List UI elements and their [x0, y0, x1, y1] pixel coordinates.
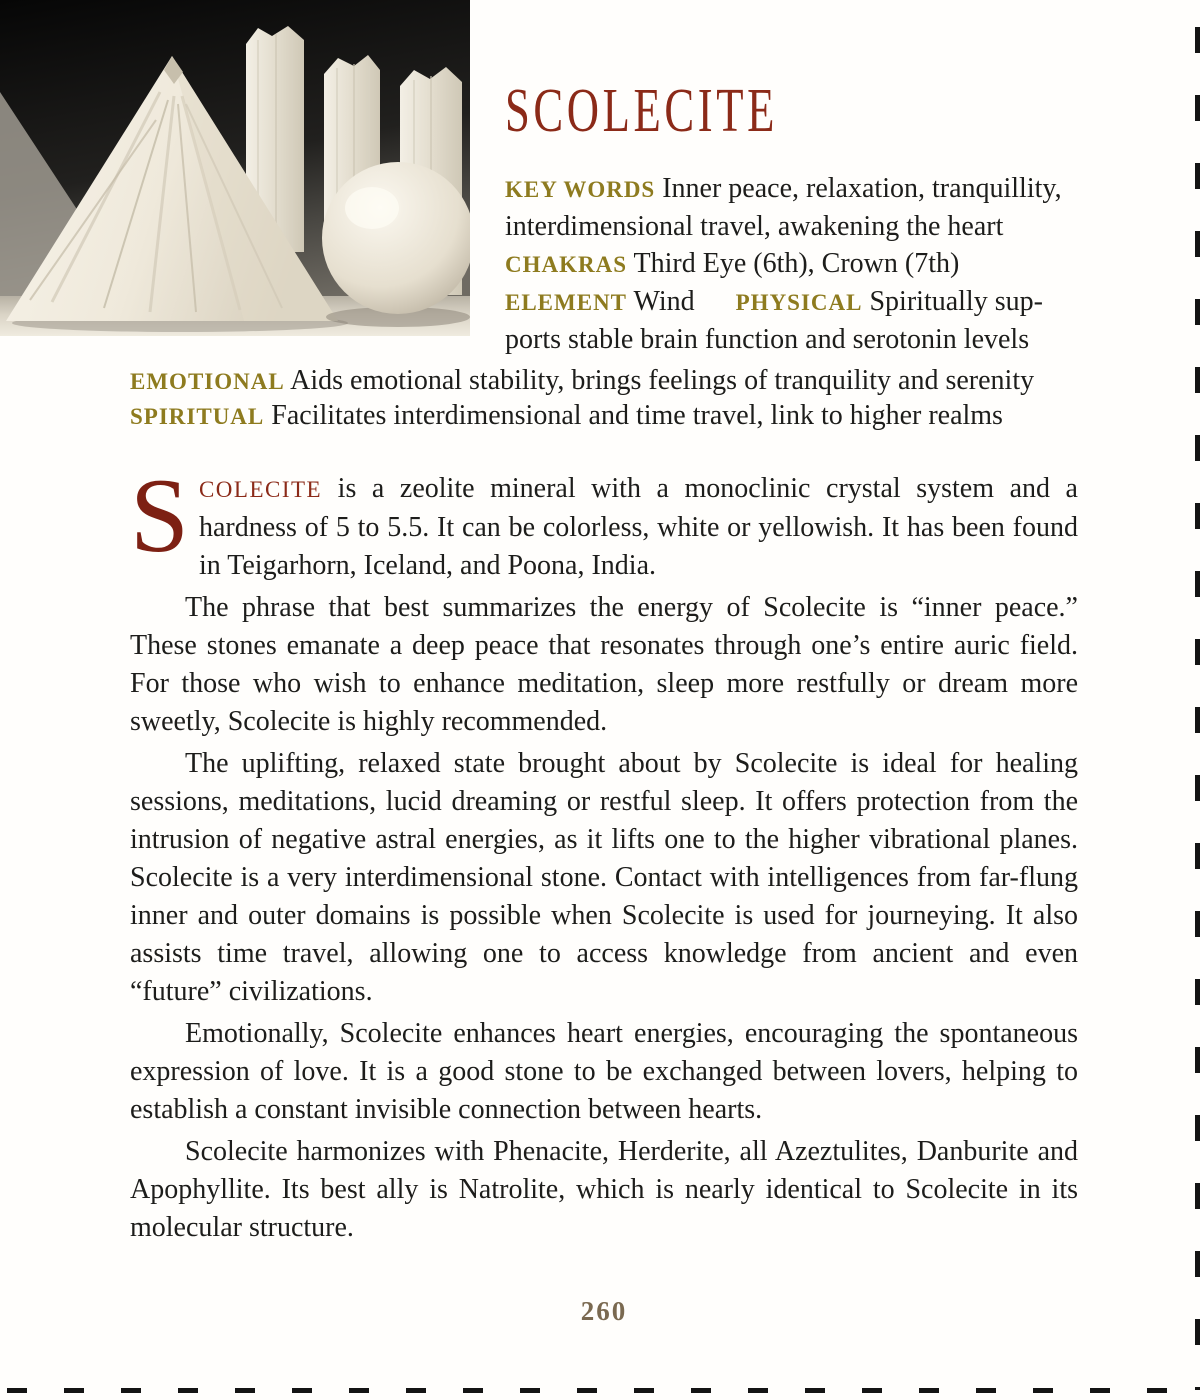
spiritual-label: SPIRITUAL: [130, 404, 265, 429]
scolecite-photo-illustration: [0, 0, 470, 336]
right-edge-index-marks: [1195, 27, 1200, 1390]
paragraph-4: Emotionally, Scolecite enhances heart energies, encouraging the spontaneous expression of love. It is a good stone to be exchanged between lovers, helping to establish a constant invisible connection between hearts.: [130, 1018, 1078, 1125]
key-words-label: KEY WORDS: [505, 177, 656, 202]
page-number: 260: [580, 1296, 628, 1326]
paragraph-intro: [130, 457, 1078, 585]
emotional-text: Aids emotional stability, brings feelings of tranquility and serenity: [290, 365, 1035, 396]
key-words-line2: interdimensional travel, awakening the heart: [505, 211, 1004, 242]
body-text: [130, 457, 1078, 1247]
element-label: ELEMENT: [505, 290, 628, 315]
element-physical-line: [505, 283, 1090, 321]
spiritual-text: Facilitates interdimensional and time travel, link to higher realms: [271, 400, 1003, 431]
intro-text: is a zeolite mineral with a monoclinic crystal system and a hardness of 5 to 5.5. It can be colorless, white or yellowish. It has been found in Teigarhorn, Iceland, and Poona, India.: [198, 473, 1078, 581]
physical-line2: ports stable brain function and serotonin levels: [505, 324, 1030, 355]
dropcap-letter: S: [130, 457, 189, 574]
intro-smallcaps: COLECITE: [198, 477, 323, 502]
emotional-line: [130, 363, 1090, 399]
bottom-edge-index-marks: [7, 1388, 1200, 1393]
key-words-line1: [505, 170, 1090, 208]
spiritual-line: [130, 398, 1090, 434]
paragraph-5: Scolecite harmonizes with Phenacite, Herderite, all Azeztulites, Danburite and Apophyllite. Its best ally is Natrolite, which is nearly identical to Scolecite in its molecular structure.: [130, 1136, 1078, 1243]
element-text: Wind: [633, 286, 695, 317]
chakras-line: [505, 245, 1090, 283]
chakras-text: Third Eye (6th), Crown (7th): [633, 248, 960, 279]
chakras-label: CHAKRAS: [505, 252, 628, 277]
key-words-text1: Inner peace, relaxation, tranquillity,: [662, 173, 1062, 204]
page-title: SCOLECITE: [505, 77, 778, 145]
emotional-label: EMOTIONAL: [130, 369, 285, 394]
scolecite-specimens-photo: [0, 0, 470, 336]
key-info-block: [505, 170, 1090, 358]
paragraph-3: The uplifting, relaxed state brought about by Scolecite is ideal for healing sessions, meditations, lucid dreaming or restful sleep. It offers protection from the intrusion of negative astral energies, as it lifts one to the higher vibrational planes. Scolecite is a very interdimensional stone. Contact with intelligences from far-flung inner and outer domains is possible when Scolecite is used for journeying. It also assists time travel, allowing one to access knowledge from ancient and even “future” civilizations.: [130, 748, 1078, 1007]
physical-label: PHYSICAL: [735, 290, 863, 315]
physical-text1: Spiritually sup-: [869, 286, 1043, 317]
paragraph-2: The phrase that best summarizes the energy of Scolecite is “inner peace.” These stones emanate a deep peace that resonates through one’s entire auric field. For those who wish to enhance meditation, sleep more restfully or dream more sweetly, Scolecite is highly recommended.: [130, 592, 1078, 737]
